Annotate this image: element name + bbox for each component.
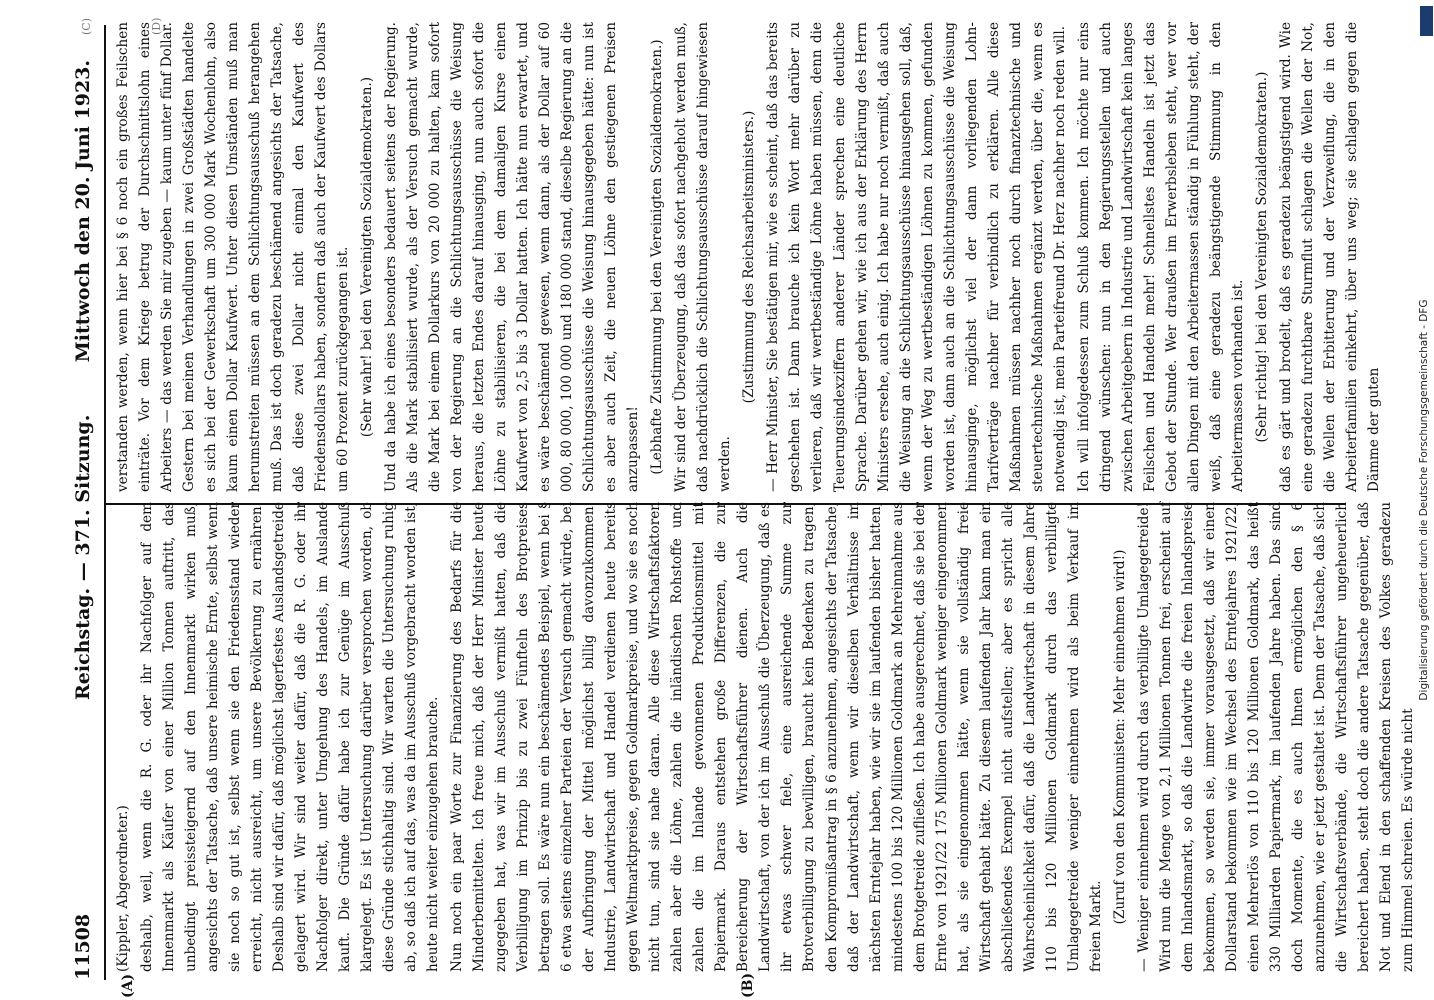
interjection: (Zustimmung des Reichsarbeitsministers.) [741, 110, 758, 404]
paragraph: — Weniger einnehmen wird durch das verbilligte Umlagegetreide! Wird nun die Menge von 2,1 Millionen Tonnen frei, erscheint auf dem Inlandsmarkt, so daß die Landwirte die freien Inlandspreise bekommen, so werden sie, immer vorausgesetzt, daß wir einen Dollarstand bekommen wie im Wechsel des Erntejahres 1921/22, einen Mehrerlös von 110 bis 120 Millionen Goldmark, das heißt 330 Milliarden Papiermark, im laufenden Jahre haben. Das sind doch Momente, die es auch Ihnen ermöglichen den § 6 anzunehmen, wie er jetzt gestaltet ist. Denn der Tatsache, daß sich die Wirtschaftsverbände, die Wirtschaftsführer ungeheuerlich bereichert haben, steht doch die andere Tatsache gegenüber, daß Not und Elend in den schaffenden Kreisen des Volkes geradezu zum Himmel schreien. Es würde nicht [1135, 502, 1416, 972]
paragraph: deshalb, weil, wenn die R. G. oder ihr Nachfolger auf dem Innenmarkt als Käufer von einer Million Tonnen auftritt, das unbedingt preissteigernd auf den Innenmarkt wirken muß, angesichts der Tatsache, daß unsere heimische Ernte, selbst wenn sie noch so gut ist, selbst wenn sie den Friedensstand wieder erreicht, nicht ausreicht, um unsere Bevölkerung zu ernähren. Deshalb sind wir dafür, daß möglichst lagerfestes Auslandsgetreide gelagert wird. Wir sind weiter dafür, daß die R. G. oder ihr Nachfolger direkt, unter Umgehung des Handels, im Auslande kauft. Die Gründe dafür habe ich zur Genüge im Ausschuß klargelegt. Es ist Untersuchung darüber versprochen worden, ob diese Gründe stichhaltig sind. Wir warten die Untersuchung ruhig ab, so daß ich auf das, was da im Ausschuß vorgebracht worden ist, heute nicht weiter einzugehen brauche. [139, 502, 442, 972]
margin-marker-d: (D) [150, 17, 163, 35]
paragraph: — Herr Minister, Sie bestätigen mir, wie es scheint, daß das bereits geschehen ist. Dann brauche ich kein Wort mehr darüber zu verlieren, daß wir wertbeständige Löhne haben müssen, denn die Teuerungsindexziffern anderer Länder sprechen eine deutliche Sprache. Darüber gehen wir, wie ich aus der Erklärung des Herrn Ministers ersehe, auch einig. Ich habe nur noch vermißt, daß auch die Weisung an die Schlichtungsausschüsse hinausgehen soll, daß, wenn der Weg zu wertbeständigen Löhnen zu kommen, gefunden worden ist, dann auch an die Schlichtungsausschüsse die Weisung hinausginge, möglichst viel der dann vorliegenden Lohn-Tarifverträge nachher für verbindlich zu erklären. Alle diese Maßnahmen müssen nachher noch durch finanztechnische und steuertechnische Maßnahmen ergänzt werden, über die, wenn es notwendig ist, mein Parteifreund Dr. Herz nachher noch reden will. [765, 22, 1068, 492]
paragraph: daß es gärt und brodelt, daß es geradezu beängstigend wird. Wie eine geradezu furchtbare Sturmflut schlagen die Wellen der Not, die Wellen der Erbitterung und der Verzweiflung, die in den Arbeiterfamilien einkehrt, über uns weg; sie schlagen gegen die Dämme der guten [1277, 22, 1382, 492]
left-column [112, 502, 1416, 972]
dfg-credit-text: Digitalisierung gefördert durch die Deutsche Forschungsgemeinschaft - DFG [1418, 299, 1430, 701]
paragraph: verstanden werden, wenn hier bei § 6 noch ein großes Feilschen einträte. Vor dem Kriege betrug der Durchschnittslohn eines Arbeiters — das werden Sie mir zugeben — kaum unter fünf Dollar. Gestern bei meinen Verhandlungen in zwei Großstädten handelte es sich bei der Gewerkschaft um 300 000 Mark Wochenlohn, also kaum einen Dollar Kaufwert. Unter diesen Umständen muß man herumstreiten müssen an dem Schlichtungsausschuß herangehen muß. Das ist doch geradezu beschämend angesichts der Tatsache, daß diese zwei Dollar nicht einmal den Kaufwert des Friedensdollars haben, sondern daß auch der Kaufwert des Dollars um 60 Prozent zurückgegangen ist. [115, 22, 352, 492]
interjection: (Lebhafte Zustimmung bei den Vereinigten Sozialdemokraten.) [649, 39, 666, 475]
margin-marker-a: (A) [120, 973, 136, 998]
interjection: (Sehr wahr! bei den Vereinigten Sozialdemokraten.) [359, 76, 376, 438]
margin-marker-b: (B) [740, 972, 756, 998]
session-title: Reichstag. — 371. Sitzung. [72, 414, 94, 700]
dfg-logo-icon [1420, 6, 1433, 36]
paragraph: Nun noch ein paar Worte zur Finanzierung des Bedarfs für die Minderbemittelten. Ich freue mich, daß der Herr Minister heute zugegeben hat, was wir im Ausschuß vermißt hatten, daß die Verbilligung im Prinzip bis zu zwei Fünfteln des Brotpreises betragen soll. Es wäre nun ein beschämendes Beispiel, wenn bei § 6 etwa seitens einzelner Parteien der Versuch gemacht würde, bei der Aufbringung der Mittel möglichst billig davonzukommen. Industrie, Landwirtschaft und Handel verdienen heute bereits gegen Weltmarktpreise, gegen Goldmarkpreise, und wo sie es noch nicht tun, sind sie nahe daran. Alle diese Wirtschaftsfaktoren zahlen aber die Löhne, zahlen die inländischen Rohstoffe und zahlen die im Inlande gewonnenen Produktionsmittel mit Papiermark. Daraus entstehen große Differenzen, die zur Bereicherung der Wirtschaftsführer dienen. Auch die Landwirtschaft, von der ich im Ausschuß die Überzeugung, daß es ihr etwas schwer fiele, eine ausreichende Summe zur Brotverbilligung zu bewilligen, braucht kein Bedenken zu tragen, den Kompromißantrag in § 6 anzunehmen, angesichts der Tatsache, daß der Landwirtschaft, wenn wir dieselben Verhältnisse im nächsten Erntejahr haben, wie wir sie im laufenden bisher hatten, mindestens 100 bis 120 Millionen Goldmark an Mehreinnahme aus dem Brotgetreide zufließen. Ich habe ausgerechnet, daß sie bei der Ernte von 1921/22 175 Millionen Goldmark weniger eingenommen hat, als sie eingenommen hätte, wenn sie vollständig freie Wirtschaft gehabt hätte. Zu diesem laufenden Jahr kann man ein abschließendes Exempel nicht aufstellen; aber es spricht alle Wahrscheinlichkeit dafür, daß die Landwirtschaft in diesem Jahre 110 bis 120 Millionen Goldmark durch das verbilligte Umlagegetreide weniger einnehmen wird als beim Verkauf im freien Markt. [449, 502, 1104, 972]
page-number: 11508 [72, 913, 94, 980]
paragraph: Wir sind der Überzeugung, daß das sofort nachgeholt werden muß, daß nachdrücklich die Schlichtungsausschüsse darauf hingewiesen werden. [673, 22, 734, 492]
interjection: (Zuruf von den Kommunisten: Mehr einnehmen wird!) [1111, 549, 1128, 925]
paragraph: Ich will infolgedessen zum Schluß kommen. Ich möchte nur eins dringend wünschen: nun in den Regierungsstellen und auch zwischen Arbeitgebern in Industrie und Landwirtschaft kein langes Feilschen und Handeln mehr! Schnellstes Handeln ist jetzt das Gebot der Stunde. Wer draußen im Erwerbsleben steht, wer vor allen Dingen mit den Arbeitermassen ständig in Fühlung steht, der weiß, daß eine geradezu beängstigende Stimmung in den Arbeitermassen vorhanden ist. [1075, 22, 1246, 492]
digitization-credit [1418, 0, 1434, 1000]
session-date: Mittwoch den 20. Juni 1923. [72, 60, 94, 363]
paragraph: Und da habe ich eines besonders bedauert seitens der Regierung. Als die Mark stabilisiert wurde, als der Versuch gemacht wurde, die Mark bei einem Dollarkurs von 20 000 zu halten, kam sofort von der Regierung an die Schlichtungsausschüsse die Weisung heraus, die letzten Endes darauf hinausging, nun auch sofort die Löhne zu stabilisieren, die bei dem damaligen Kurse einen Kaufwert von 2,5 bis 3 Dollar hatten. Ich hätte nun erwartet, und es wäre beschämend gewesen, wenn dann, als der Dollar auf 60 000, 80 000, 100 000 und 180 000 stand, dieselbe Regierung an die Schlichtungsausschüsse die Weisung hinausgegeben hätte: nun ist es aber auch Zeit, die neuen Löhne den gestiegenen Preisen anzupassen! [383, 22, 642, 492]
speaker-line: (Kippler, Abgeordneter.) [115, 805, 131, 972]
margin-marker-c: (C) [80, 18, 93, 35]
right-column [112, 22, 1382, 492]
interjection: (Sehr richtig! bei den Vereinigten Sozialdemokraten.) [1253, 71, 1270, 443]
page-header [72, 20, 102, 980]
